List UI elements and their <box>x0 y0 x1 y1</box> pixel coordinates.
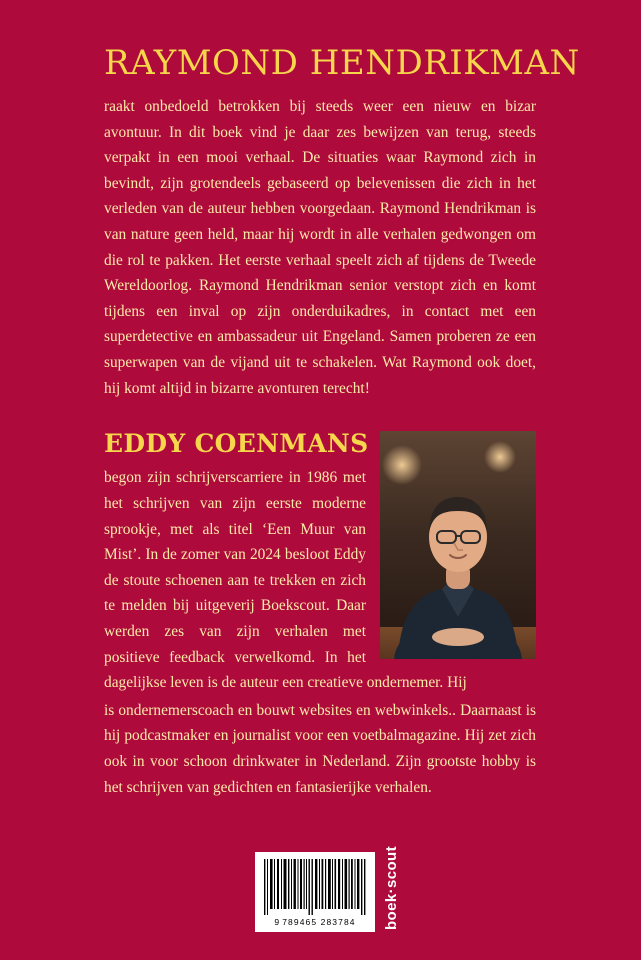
author-portrait <box>380 431 536 659</box>
author-bio-wrapped: begon zijn schrijverscarriere in 1986 met het schrijven van zijn eerste moderne sprookje, met als titel ‘Een Muur van Mist’. In de zomer van 2024 besloot Eddy de stoute schoenen aan te trekken en zich te melden bij uitgeverij Boekscout. Daar werden zes van zijn verhalen met positieve feedback verwelkomd. In het dagelijkse leven is de auteur een creatieve ondernemer. Hij <box>104 469 467 692</box>
barcode-bars-icon <box>262 859 368 915</box>
portrait-image <box>380 431 536 659</box>
isbn-digits: 789465 283784 <box>282 917 356 927</box>
isbn-number <box>262 915 368 930</box>
page-title: RAYMOND HENDRIKMAN <box>104 43 580 83</box>
cover-content <box>104 43 580 800</box>
barcode <box>255 852 375 932</box>
author-bio-rest: is ondernemerscoach en bouwt websites en webwinkels.. Daarnaast is hij podcastmaker en journalist voor een voetbalmagazine. Hij zet zich ook in voor schoon drinkwater in Nederland. Zijn grootste hobby is het schrijven van gedichten en fantasierijke verhalen. <box>104 701 536 796</box>
isbn-lead-digit: 9 <box>274 917 281 927</box>
barcode-area <box>255 846 400 932</box>
publisher-logo: boek·scout <box>383 845 400 930</box>
book-blurb: raakt onbedoeld betrokken bij steeds weer een nieuw en bizar avontuur. In dit boek vind je daar zes bewijzen van terug, steeds verpakt in een mooi verhaal. De situaties waar Raymond zich in bevindt, zijn grotendeels gebaseerd op belevenissen die zich in het verleden van de auteur hebben voorgedaan. Raymond Hendrikman is van nature geen held, maar hij wordt in alle verhalen gedwongen om die rol te pakken. Het eerste verhaal speelt zich af tijdens de Tweede Wereldoorlog. Raymond Hendrikman senior verstopt zich en komt tijdens een inval op zijn onderduikadres, in contact met een superdetective en ambassadeur uit Engeland. Samen proberen ze een superwapen van de vijand uit te schakelen. Wat Raymond ook doet, hij komt altijd in bizarre avonturen terecht! <box>104 98 536 397</box>
author-section <box>104 431 536 696</box>
author-name: EDDY COENMANS <box>104 429 369 459</box>
